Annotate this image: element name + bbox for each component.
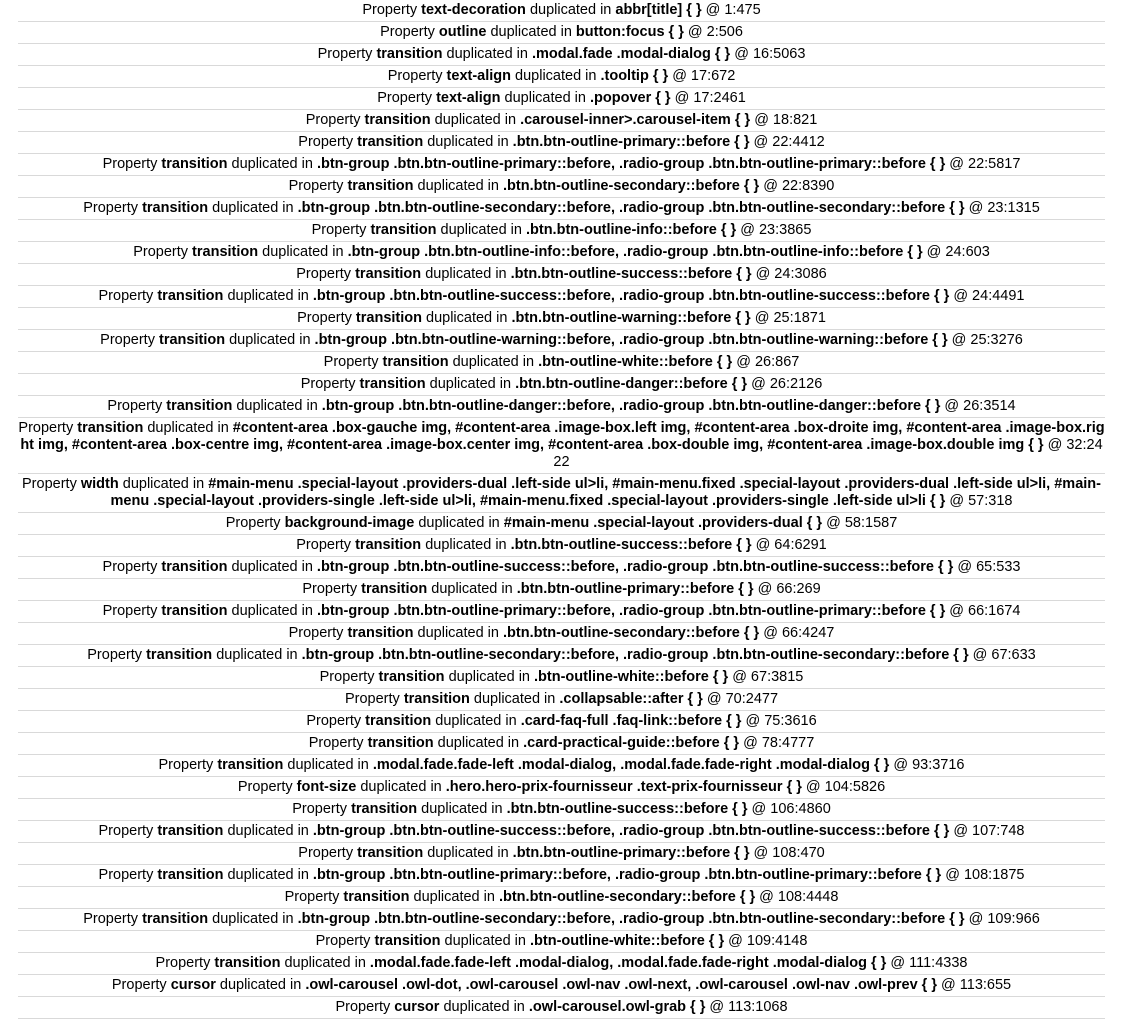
row-prefix: Property (300, 376, 356, 392)
location-text: @ 23:1315 (968, 200, 1040, 216)
row-prefix: Property (98, 867, 154, 883)
row-prefix: Property (158, 757, 214, 773)
selector-text: .btn.btn-outline-secondary::before { } (498, 889, 756, 905)
log-row (18, 44, 1105, 66)
row-middle: duplicated in (413, 889, 495, 905)
row-middle: duplicated in (231, 603, 313, 619)
row-prefix: Property (302, 581, 358, 597)
selector-text: .btn.btn-outline-success::before { } (506, 801, 748, 817)
row-middle: duplicated in (504, 90, 586, 106)
log-row (18, 198, 1105, 220)
log-row (18, 557, 1105, 579)
property-name: cursor (394, 999, 440, 1015)
row-prefix: Property (335, 999, 391, 1015)
property-name: transition (347, 625, 414, 641)
selector-text: .btn-group .btn.btn-outline-primary::before, .radio-group .btn.btn-outline-primary::before { } (316, 156, 946, 172)
log-row (18, 154, 1105, 176)
location-text: @ 24:4491 (953, 288, 1025, 304)
log-row (18, 396, 1105, 418)
log-row (18, 975, 1105, 997)
log-row (18, 755, 1105, 777)
selector-text: .btn-group .btn.btn-outline-primary::before, .radio-group .btn.btn-outline-primary::before { } (312, 867, 942, 883)
location-text: @ 25:1871 (754, 310, 826, 326)
property-name: transition (367, 735, 434, 751)
location-text: @ 32:2422 (553, 437, 1103, 470)
selector-text: .card-faq-full .faq-link::before { } (520, 713, 742, 729)
log-row (18, 843, 1105, 865)
row-middle: duplicated in (212, 911, 294, 927)
row-middle: duplicated in (473, 691, 556, 707)
log-row (18, 689, 1105, 711)
selector-text: .btn.btn-outline-primary::before { } (516, 581, 754, 597)
location-text: @ 24:603 (926, 244, 990, 260)
location-text: @ 22:5817 (949, 156, 1021, 172)
row-middle: duplicated in (490, 24, 572, 40)
log-row (18, 777, 1105, 799)
row-prefix: Property (306, 713, 362, 729)
location-text: @ 111:4338 (890, 955, 968, 971)
property-name: width (80, 476, 119, 492)
selector-text: button:focus { } (575, 24, 684, 40)
row-prefix: Property (22, 476, 77, 492)
selector-text: .modal.fade.fade-left .modal-dialog, .modal.fade.fade-right .modal-dialog { } (369, 955, 887, 971)
log-row (18, 579, 1105, 601)
property-name: transition (146, 647, 213, 663)
log-row (18, 601, 1105, 623)
location-text: @ 26:2126 (751, 376, 823, 392)
log-row (18, 535, 1105, 557)
log-row (18, 352, 1105, 374)
log-row (18, 931, 1105, 953)
row-prefix: Property (107, 398, 163, 414)
selector-text: .btn.btn-outline-primary::before { } (512, 134, 750, 150)
location-text: @ 78:4777 (743, 735, 815, 751)
selector-text: .btn.btn-outline-success::before { } (510, 537, 752, 553)
log-row (18, 799, 1105, 821)
row-prefix: Property (298, 845, 354, 861)
location-text: @ 58:1587 (826, 515, 898, 531)
property-name: transition (365, 713, 432, 729)
location-text: @ 70:2477 (706, 691, 779, 707)
location-text: @ 108:4448 (759, 889, 839, 905)
property-name: font-size (296, 779, 357, 795)
row-prefix: Property (362, 2, 418, 18)
property-name: transition (161, 603, 228, 619)
log-row (18, 264, 1105, 286)
row-middle: duplicated in (227, 823, 309, 839)
selector-text: .btn-group .btn.btn-outline-danger::before, .radio-group .btn.btn-outline-danger::before { } (321, 398, 941, 414)
log-row (18, 865, 1105, 887)
selector-text: .owl-carousel .owl-dot, .owl-carousel .owl-nav .owl-next, .owl-carousel .owl-nav .owl-prev { } (305, 977, 937, 993)
log-row (18, 645, 1105, 667)
selector-text: .tooltip { } (600, 68, 669, 84)
row-prefix: Property (311, 222, 367, 238)
location-text: @ 26:3514 (944, 398, 1016, 414)
row-prefix: Property (296, 537, 352, 553)
location-text: @ 24:3086 (755, 266, 827, 282)
row-prefix: Property (102, 603, 158, 619)
row-prefix: Property (83, 200, 139, 216)
property-name: transition (217, 757, 284, 773)
location-text: @ 2:506 (687, 24, 743, 40)
log-row (18, 513, 1105, 535)
row-middle: duplicated in (236, 398, 318, 414)
log-row (18, 821, 1105, 843)
property-name: outline (438, 24, 487, 40)
property-name: transition (142, 200, 209, 216)
row-prefix: Property (308, 735, 364, 751)
property-name: transition (343, 889, 410, 905)
selector-text: .btn-group .btn.btn-outline-primary::before, .radio-group .btn.btn-outline-primary::before { } (316, 603, 946, 619)
property-name: transition (382, 354, 449, 370)
location-text: @ 104:5826 (805, 779, 886, 795)
location-text: @ 113:1068 (709, 999, 788, 1015)
row-middle: duplicated in (231, 156, 313, 172)
location-text: @ 18:821 (754, 112, 818, 128)
location-text: @ 108:470 (753, 845, 825, 861)
selector-text: .btn-group .btn.btn-outline-info::before, .radio-group .btn.btn-outline-info::before { } (347, 244, 923, 260)
location-text: @ 17:2461 (674, 90, 746, 106)
row-prefix: Property (237, 779, 293, 795)
selector-text: .btn-outline-white::before { } (538, 354, 733, 370)
row-middle: duplicated in (417, 178, 499, 194)
log-row (18, 88, 1105, 110)
location-text: @ 66:269 (757, 581, 821, 597)
row-middle: duplicated in (427, 845, 509, 861)
location-text: @ 108:1875 (945, 867, 1025, 883)
selector-text: .btn-group .btn.btn-outline-success::before, .radio-group .btn.btn-outline-success::before { } (312, 288, 950, 304)
location-text: @ 67:3815 (732, 669, 804, 685)
row-middle: duplicated in (446, 46, 528, 62)
selector-text: .btn-group .btn.btn-outline-success::before, .radio-group .btn.btn-outline-success::before { } (312, 823, 950, 839)
selector-text: .btn-outline-white::before { } (534, 669, 729, 685)
log-row (18, 176, 1105, 198)
selector-text: .btn.btn-outline-secondary::before { } (503, 625, 760, 641)
log-row (18, 242, 1105, 264)
location-text: @ 107:748 (953, 823, 1025, 839)
location-text: @ 66:1674 (949, 603, 1021, 619)
row-middle: duplicated in (418, 515, 500, 531)
property-name: transition (347, 178, 414, 194)
location-text: @ 16:5063 (734, 46, 806, 62)
row-middle: duplicated in (437, 735, 520, 751)
row-prefix: Property (387, 68, 443, 84)
row-middle: duplicated in (426, 310, 508, 326)
selector-text: .modal.fade.fade-left .modal-dialog, .modal.fade.fade-right .modal-dialog { } (372, 757, 890, 773)
row-prefix: Property (102, 156, 158, 172)
location-text: @ 67:633 (972, 647, 1036, 663)
property-name: transition (161, 156, 228, 172)
row-middle: duplicated in (435, 713, 517, 729)
row-middle: duplicated in (417, 625, 499, 641)
property-name: transition (157, 867, 224, 883)
row-middle: duplicated in (287, 757, 369, 773)
property-name: transition (357, 845, 424, 861)
location-text: @ 64:6291 (755, 537, 827, 553)
log-row (18, 711, 1105, 733)
row-middle: duplicated in (440, 222, 522, 238)
row-prefix: Property (292, 801, 348, 817)
log-row (18, 418, 1105, 474)
row-middle: duplicated in (448, 669, 530, 685)
row-prefix: Property (102, 559, 158, 575)
log-row (18, 374, 1105, 396)
row-middle: duplicated in (147, 420, 229, 436)
row-middle: duplicated in (429, 376, 512, 392)
location-text: @ 25:3276 (951, 332, 1023, 348)
log-row (18, 110, 1105, 132)
row-middle: duplicated in (227, 867, 309, 883)
row-middle: duplicated in (425, 537, 507, 553)
row-prefix: Property (380, 24, 435, 40)
property-name: transition (157, 288, 224, 304)
location-text: @ 65:533 (957, 559, 1021, 575)
log-row (18, 623, 1105, 645)
row-prefix: Property (305, 112, 361, 128)
selector-text: #main-menu .special-layout .providers-dual { } (503, 515, 823, 531)
property-name: transition (376, 46, 443, 62)
row-middle: duplicated in (452, 354, 535, 370)
row-middle: duplicated in (425, 266, 507, 282)
selector-text: #content-area .box-gauche img, #content-area .image-box.left img, #content-area .box-droite img, #content-area .image-box.right img, #content-area .box-centre img, #content-area .image-box.center img, #content-area .box-double img, #content-area .image-box.double img { } (20, 420, 1105, 453)
selector-text: .hero.hero-prix-fournisseur .text-prix-fournisseur { } (445, 779, 802, 795)
location-text: @ 57:318 (949, 493, 1013, 509)
location-text: @ 26:867 (736, 354, 800, 370)
location-text: @ 109:966 (968, 911, 1040, 927)
property-name: transition (355, 537, 422, 553)
selector-text: .btn.btn-outline-secondary::before { } (503, 178, 760, 194)
row-prefix: Property (111, 977, 167, 993)
location-text: @ 22:8390 (763, 178, 835, 194)
property-name: transition (355, 266, 422, 282)
row-prefix: Property (288, 178, 344, 194)
selector-text: .btn.btn-outline-success::before { } (510, 266, 752, 282)
log-row (18, 66, 1105, 88)
row-prefix: Property (100, 332, 155, 348)
property-name: transition (159, 332, 226, 348)
log-row (18, 286, 1105, 308)
property-name: transition (157, 823, 224, 839)
location-text: @ 75:3616 (745, 713, 817, 729)
log-row (18, 0, 1105, 22)
property-name: transition (359, 376, 426, 392)
row-prefix: Property (225, 515, 281, 531)
selector-text: .btn-outline-white::before { } (530, 933, 725, 949)
property-name: transition (357, 134, 424, 150)
property-name: transition (374, 933, 441, 949)
row-prefix: Property (377, 90, 433, 106)
location-text: @ 66:4247 (763, 625, 835, 641)
row-middle: duplicated in (219, 977, 302, 993)
property-name: background-image (284, 515, 415, 531)
property-name: transition (161, 559, 228, 575)
row-middle: duplicated in (529, 2, 612, 18)
row-prefix: Property (297, 310, 352, 326)
selector-text: .modal.fade .modal-dialog { } (531, 46, 731, 62)
property-name: text-align (446, 68, 511, 84)
row-middle: duplicated in (231, 559, 313, 575)
selector-text: .btn.btn-outline-info::before { } (525, 222, 737, 238)
row-prefix: Property (319, 669, 375, 685)
selector-text: .collapsable::after { } (559, 691, 703, 707)
row-prefix: Property (323, 354, 379, 370)
selector-text: .btn-group .btn.btn-outline-secondary::before, .radio-group .btn.btn-outline-secondary::before { } (301, 647, 969, 663)
selector-text: #main-menu .special-layout .providers-dual .left-side ul>li, #main-menu.fixed .special-layout .providers-dual .left-side ul>li, #main-menu .special-layout .providers-single .left-side ul>li, #main-menu.fixed .special-layout .providers-single .left-side ul>li { } (110, 476, 1101, 509)
row-middle: duplicated in (421, 801, 503, 817)
row-middle: duplicated in (212, 200, 294, 216)
log-row (18, 308, 1105, 330)
location-text: @ 1:475 (705, 2, 761, 18)
selector-text: .popover { } (590, 90, 671, 106)
row-prefix: Property (83, 911, 139, 927)
property-name: transition (192, 244, 259, 260)
log-row (18, 887, 1105, 909)
location-text: @ 17:672 (672, 68, 736, 84)
location-text: @ 113:655 (941, 977, 1012, 993)
log-row (18, 997, 1105, 1019)
property-name: transition (403, 691, 470, 707)
property-name: transition (351, 801, 418, 817)
selector-text: .btn.btn-outline-primary::before { } (512, 845, 750, 861)
property-name: transition (361, 581, 428, 597)
log-row (18, 474, 1105, 513)
selector-text: .btn-group .btn.btn-outline-secondary::before, .radio-group .btn.btn-outline-secondary::before { } (297, 200, 965, 216)
row-prefix: Property (296, 266, 352, 282)
property-name: text-align (436, 90, 501, 106)
selector-text: .btn.btn-outline-warning::before { } (511, 310, 751, 326)
row-middle: duplicated in (229, 332, 311, 348)
row-middle: duplicated in (515, 68, 597, 84)
row-prefix: Property (284, 889, 340, 905)
row-middle: duplicated in (262, 244, 344, 260)
row-prefix: Property (315, 933, 371, 949)
property-name: transition (370, 222, 437, 238)
log-row (18, 733, 1105, 755)
location-text: @ 106:4860 (751, 801, 831, 817)
row-middle: duplicated in (284, 955, 366, 971)
row-middle: duplicated in (427, 134, 509, 150)
selector-text: .owl-carousel.owl-grab { } (528, 999, 706, 1015)
row-middle: duplicated in (434, 112, 517, 128)
row-middle: duplicated in (443, 999, 525, 1015)
location-text: @ 93:3716 (893, 757, 965, 773)
row-prefix: Property (317, 46, 373, 62)
selector-text: .btn-group .btn.btn-outline-secondary::before, .radio-group .btn.btn-outline-secondary::before { } (297, 911, 965, 927)
log-row (18, 953, 1105, 975)
selector-text: .btn.btn-outline-danger::before { } (515, 376, 748, 392)
log-row (18, 330, 1105, 352)
row-prefix: Property (344, 691, 400, 707)
row-middle: duplicated in (431, 581, 513, 597)
property-name: transition (142, 911, 209, 927)
property-name: transition (378, 669, 445, 685)
row-middle: duplicated in (444, 933, 526, 949)
log-row (18, 22, 1105, 44)
row-prefix: Property (98, 288, 154, 304)
log-row (18, 667, 1105, 689)
location-text: @ 23:3865 (740, 222, 812, 238)
selector-text: .card-practical-guide::before { } (523, 735, 740, 751)
property-name: transition (214, 955, 281, 971)
row-prefix: Property (87, 647, 143, 663)
row-prefix: Property (18, 420, 74, 436)
log-row (18, 132, 1105, 154)
property-name: transition (77, 420, 144, 436)
row-middle: duplicated in (216, 647, 298, 663)
selector-text: .carousel-inner>.carousel-item { } (520, 112, 751, 128)
property-name: transition (355, 310, 422, 326)
log-row (18, 220, 1105, 242)
log-row (18, 909, 1105, 931)
property-name: transition (364, 112, 431, 128)
property-name: cursor (170, 977, 216, 993)
selector-text: abbr[title] { } (615, 2, 702, 18)
row-middle: duplicated in (227, 288, 309, 304)
row-prefix: Property (133, 244, 189, 260)
property-name: text-decoration (421, 2, 526, 18)
row-prefix: Property (98, 823, 154, 839)
row-prefix: Property (155, 955, 211, 971)
location-text: @ 109:4148 (728, 933, 808, 949)
row-middle: duplicated in (360, 779, 442, 795)
property-name: transition (166, 398, 233, 414)
selector-text: .btn-group .btn.btn-outline-success::before, .radio-group .btn.btn-outline-success::before { } (316, 559, 954, 575)
location-text: @ 22:4412 (753, 134, 825, 150)
row-prefix: Property (288, 625, 344, 641)
row-middle: duplicated in (122, 476, 205, 492)
selector-text: .btn-group .btn.btn-outline-warning::before, .radio-group .btn.btn-outline-warning::before { } (314, 332, 948, 348)
row-prefix: Property (298, 134, 354, 150)
